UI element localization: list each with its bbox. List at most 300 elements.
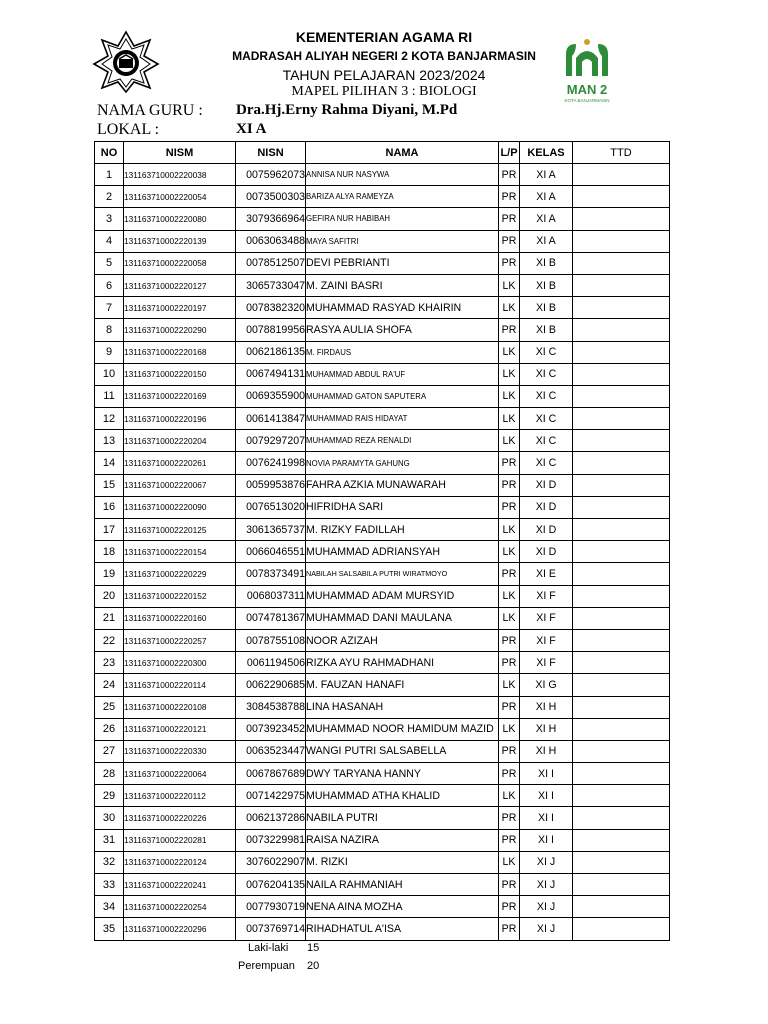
cell-lp: PR [499, 496, 520, 518]
cell-lp: PR [499, 474, 520, 496]
cell-no: 4 [95, 230, 124, 252]
cell-kelas: XI I [520, 829, 573, 851]
cell-kelas: XI D [520, 541, 573, 563]
cell-ttd[interactable] [573, 208, 670, 230]
cell-no: 18 [95, 541, 124, 563]
cell-ttd[interactable] [573, 474, 670, 496]
table-row [95, 363, 670, 385]
cell-lp: PR [499, 252, 520, 274]
cell-ttd[interactable] [573, 918, 670, 940]
cell-nisn: 0073923452 [236, 718, 306, 740]
cell-lp: PR [499, 164, 520, 186]
cell-ttd[interactable] [573, 519, 670, 541]
cell-ttd[interactable] [573, 496, 670, 518]
cell-no: 5 [95, 252, 124, 274]
cell-nama: M. FAUZAN HANAFI [306, 674, 499, 696]
subject-title: MAPEL PILIHAN 3 : BIOLOGI [291, 84, 477, 99]
cell-ttd[interactable] [573, 696, 670, 718]
cell-nism: 131163710002220150 [124, 363, 236, 385]
table-row [95, 607, 670, 629]
ministry-title: KEMENTERIAN AGAMA RI [295, 29, 473, 45]
cell-no: 28 [95, 763, 124, 785]
cell-ttd[interactable] [573, 230, 670, 252]
cell-kelas: XI C [520, 430, 573, 452]
col-header-nisn: NISN [236, 142, 306, 164]
cell-lp: LK [499, 519, 520, 541]
col-header-no: NO [95, 142, 124, 164]
cell-no: 24 [95, 674, 124, 696]
cell-lp: LK [499, 363, 520, 385]
cell-nama: NOVIA PARAMYTA GAHUNG [306, 452, 499, 474]
cell-nism: 131163710002220054 [124, 186, 236, 208]
cell-ttd[interactable] [573, 607, 670, 629]
cell-nism: 131163710002220090 [124, 496, 236, 518]
cell-nisn: 0066046551 [236, 541, 306, 563]
cell-nisn: 0079297207 [236, 430, 306, 452]
cell-ttd[interactable] [573, 585, 670, 607]
cell-no: 13 [95, 430, 124, 452]
table-row [95, 896, 670, 918]
cell-nism: 131163710002220296 [124, 918, 236, 940]
man2-logo-text: MAN 2 [566, 82, 608, 97]
table-row [95, 541, 670, 563]
academic-year: TAHUN PELAJARAN 2023/2024 [282, 67, 486, 83]
cell-nism: 131163710002220152 [124, 585, 236, 607]
col-header-lp: L/P [499, 142, 520, 164]
col-header-kelas: KELAS [520, 142, 573, 164]
cell-ttd[interactable] [573, 274, 670, 296]
cell-nama: MUHAMMAD RASYAD KHAIRIN [306, 297, 499, 319]
female-count-label: Perempuan [238, 960, 295, 972]
col-header-ttd: TTD [573, 142, 670, 164]
cell-ttd[interactable] [573, 252, 670, 274]
cell-no: 6 [95, 274, 124, 296]
cell-nama: RIZKA AYU RAHMADHANI [306, 652, 499, 674]
cell-nisn: 0075962073 [236, 164, 306, 186]
cell-kelas: XI A [520, 208, 573, 230]
cell-nisn: 0073229981 [236, 829, 306, 851]
table-row [95, 208, 670, 230]
cell-nama: MUHAMMAD ADRIANSYAH [306, 541, 499, 563]
cell-nism: 131163710002220139 [124, 230, 236, 252]
cell-kelas: XI D [520, 519, 573, 541]
cell-nism: 131163710002220330 [124, 740, 236, 762]
cell-nisn: 0062137286 [236, 807, 306, 829]
male-count-value: 15 [307, 942, 320, 954]
cell-kelas: XI H [520, 718, 573, 740]
man2-logo-subtext: KOTA BANJARMASIN [564, 98, 610, 103]
cell-nama: NABILAH SALSABILA PUTRI WIRATMOYO [306, 563, 499, 585]
cell-no: 32 [95, 851, 124, 873]
cell-nisn: 0073500303 [236, 186, 306, 208]
table-row [95, 252, 670, 274]
class-label: LOKAL : [97, 121, 160, 138]
cell-kelas: XI A [520, 164, 573, 186]
table-row [95, 918, 670, 940]
table-row [95, 186, 670, 208]
cell-lp: PR [499, 874, 520, 896]
table-row [95, 430, 670, 452]
class-name: XI A [236, 121, 267, 137]
cell-nisn: 0067494131 [236, 363, 306, 385]
cell-lp: LK [499, 408, 520, 430]
cell-no: 12 [95, 408, 124, 430]
table-row [95, 341, 670, 363]
cell-nama: DWY TARYANA HANNY [306, 763, 499, 785]
cell-kelas: XI J [520, 874, 573, 896]
cell-ttd[interactable] [573, 452, 670, 474]
table-row [95, 874, 670, 896]
cell-nism: 131163710002220108 [124, 696, 236, 718]
cell-nisn: 3084538788 [236, 696, 306, 718]
cell-nism: 131163710002220154 [124, 541, 236, 563]
cell-no: 30 [95, 807, 124, 829]
cell-lp: LK [499, 851, 520, 873]
cell-no: 8 [95, 319, 124, 341]
cell-ttd[interactable] [573, 408, 670, 430]
table-row [95, 496, 670, 518]
cell-lp: LK [499, 430, 520, 452]
cell-nama: M. FIRDAUS [306, 341, 499, 363]
cell-nisn: 0076204135 [236, 874, 306, 896]
cell-kelas: XI C [520, 341, 573, 363]
cell-nisn: 3079366964 [236, 208, 306, 230]
cell-nama: M. RIZKY FADILLAH [306, 519, 499, 541]
cell-nama: RIHADHATUL A'ISA [306, 918, 499, 940]
cell-nisn: 0059953876 [236, 474, 306, 496]
cell-no: 15 [95, 474, 124, 496]
col-header-nama: NAMA [306, 142, 499, 164]
cell-kelas: XI B [520, 319, 573, 341]
table-row [95, 385, 670, 407]
table-row [95, 274, 670, 296]
cell-ttd[interactable] [573, 297, 670, 319]
cell-ttd[interactable] [573, 785, 670, 807]
cell-kelas: XI D [520, 474, 573, 496]
cell-nisn: 0061413847 [236, 408, 306, 430]
cell-nism: 131163710002220168 [124, 341, 236, 363]
cell-nism: 131163710002220124 [124, 851, 236, 873]
cell-no: 16 [95, 496, 124, 518]
cell-kelas: XI D [520, 496, 573, 518]
cell-nism: 131163710002220196 [124, 408, 236, 430]
cell-nama: FAHRA AZKIA MUNAWARAH [306, 474, 499, 496]
cell-no: 27 [95, 740, 124, 762]
cell-nama: NAILA RAHMANIAH [306, 874, 499, 896]
cell-nisn: 0078382320 [236, 297, 306, 319]
table-row [95, 452, 670, 474]
table-row [95, 785, 670, 807]
cell-nama: RAISA NAZIRA [306, 829, 499, 851]
cell-kelas: XI A [520, 230, 573, 252]
cell-nism: 131163710002220204 [124, 430, 236, 452]
cell-nisn: 0071422975 [236, 785, 306, 807]
cell-lp: PR [499, 763, 520, 785]
cell-lp: LK [499, 385, 520, 407]
cell-nism: 131163710002220038 [124, 164, 236, 186]
cell-nama: MUHAMMAD ADAM MURSYID [306, 585, 499, 607]
cell-kelas: XI H [520, 740, 573, 762]
cell-nama: BARIZA ALYA RAMEYZA [306, 186, 499, 208]
cell-kelas: XI I [520, 763, 573, 785]
cell-nism: 131163710002220300 [124, 652, 236, 674]
cell-lp: LK [499, 718, 520, 740]
cell-no: 25 [95, 696, 124, 718]
cell-kelas: XI J [520, 896, 573, 918]
teacher-label: NAMA GURU : [97, 102, 203, 119]
table-row [95, 674, 670, 696]
cell-nism: 131163710002220067 [124, 474, 236, 496]
cell-no: 9 [95, 341, 124, 363]
cell-nisn: 0078755108 [236, 629, 306, 651]
cell-no: 20 [95, 585, 124, 607]
cell-nama: MUHAMMAD NOOR HAMIDUM MAZID [306, 718, 499, 740]
cell-ttd[interactable] [573, 629, 670, 651]
table-row [95, 319, 670, 341]
cell-nisn: 0074781367 [236, 607, 306, 629]
cell-ttd[interactable] [573, 718, 670, 740]
cell-no: 33 [95, 874, 124, 896]
cell-no: 10 [95, 363, 124, 385]
cell-nisn: 0076513020 [236, 496, 306, 518]
cell-kelas: XI C [520, 408, 573, 430]
cell-nama: M. ZAINI BASRI [306, 274, 499, 296]
cell-kelas: XI A [520, 186, 573, 208]
cell-ttd[interactable] [573, 896, 670, 918]
cell-ttd[interactable] [573, 164, 670, 186]
cell-ttd[interactable] [573, 541, 670, 563]
cell-kelas: XI J [520, 918, 573, 940]
cell-nisn: 0073769714 [236, 918, 306, 940]
cell-kelas: XI C [520, 363, 573, 385]
cell-lp: LK [499, 674, 520, 696]
cell-nism: 131163710002220121 [124, 718, 236, 740]
cell-kelas: XI I [520, 807, 573, 829]
cell-kelas: XI F [520, 629, 573, 651]
cell-no: 7 [95, 297, 124, 319]
cell-nama: GEFIRA NUR HABIBAH [306, 208, 499, 230]
table-row [95, 696, 670, 718]
cell-lp: PR [499, 563, 520, 585]
cell-nama: HIFRIDHA SARI [306, 496, 499, 518]
cell-lp: PR [499, 230, 520, 252]
cell-no: 1 [95, 164, 124, 186]
cell-ttd[interactable] [573, 385, 670, 407]
cell-nism: 131163710002220080 [124, 208, 236, 230]
cell-nism: 131163710002220127 [124, 274, 236, 296]
cell-nama: MUHAMMAD GATON SAPUTERA [306, 385, 499, 407]
table-body [95, 164, 670, 941]
table-row [95, 740, 670, 762]
col-header-nism: NISM [124, 142, 236, 164]
cell-lp: LK [499, 785, 520, 807]
cell-nism: 131163710002220197 [124, 297, 236, 319]
cell-no: 19 [95, 563, 124, 585]
cell-ttd[interactable] [573, 674, 670, 696]
cell-ttd[interactable] [573, 341, 670, 363]
cell-lp: PR [499, 629, 520, 651]
cell-nism: 131163710002220169 [124, 385, 236, 407]
cell-nama: WANGI PUTRI SALSABELLA [306, 740, 499, 762]
cell-kelas: XI B [520, 297, 573, 319]
cell-nama: MAYA SAFITRI [306, 230, 499, 252]
cell-lp: LK [499, 585, 520, 607]
cell-nama: NABILA PUTRI [306, 807, 499, 829]
table-row [95, 408, 670, 430]
cell-ttd[interactable] [573, 430, 670, 452]
cell-lp: PR [499, 186, 520, 208]
cell-kelas: XI G [520, 674, 573, 696]
cell-nism: 131163710002220254 [124, 896, 236, 918]
cell-lp: PR [499, 696, 520, 718]
table-row [95, 297, 670, 319]
school-name: MADRASAH ALIYAH NEGERI 2 KOTA BANJARMASIN [232, 49, 536, 63]
cell-nisn: 0068037311 [236, 585, 306, 607]
cell-nisn: 0061194506 [236, 652, 306, 674]
teacher-name: Dra.Hj.Erny Rahma Diyani, M.Pd [236, 102, 458, 118]
table-row [95, 164, 670, 186]
cell-no: 29 [95, 785, 124, 807]
cell-nism: 131163710002220226 [124, 807, 236, 829]
cell-nama: MUHAMMAD ABDUL RA'UF [306, 363, 499, 385]
cell-lp: LK [499, 541, 520, 563]
cell-no: 2 [95, 186, 124, 208]
cell-nisn: 0078373491 [236, 563, 306, 585]
cell-nism: 131163710002220257 [124, 629, 236, 651]
cell-kelas: XI C [520, 385, 573, 407]
cell-nisn: 0063063488 [236, 230, 306, 252]
cell-nism: 131163710002220261 [124, 452, 236, 474]
table-row [95, 563, 670, 585]
cell-no: 31 [95, 829, 124, 851]
cell-nism: 131163710002220290 [124, 319, 236, 341]
cell-kelas: XI I [520, 785, 573, 807]
cell-ttd[interactable] [573, 563, 670, 585]
cell-no: 22 [95, 629, 124, 651]
cell-nisn: 0078819956 [236, 319, 306, 341]
cell-no: 14 [95, 452, 124, 474]
cell-lp: PR [499, 208, 520, 230]
cell-nama: DEVI PEBRIANTI [306, 252, 499, 274]
cell-nama: ANNISA NUR NASYWA [306, 164, 499, 186]
cell-lp: PR [499, 652, 520, 674]
cell-lp: PR [499, 829, 520, 851]
cell-nama: NENA AINA MOZHA [306, 896, 499, 918]
cell-nisn: 3065733047 [236, 274, 306, 296]
cell-nama: RASYA AULIA SHOFA [306, 319, 499, 341]
table-row [95, 230, 670, 252]
cell-nism: 131163710002220229 [124, 563, 236, 585]
cell-ttd[interactable] [573, 807, 670, 829]
cell-ttd[interactable] [573, 740, 670, 762]
cell-ttd[interactable] [573, 186, 670, 208]
cell-nama: MUHAMMAD REZA RENALDI [306, 430, 499, 452]
female-count-value: 20 [307, 960, 320, 972]
cell-no: 11 [95, 385, 124, 407]
cell-ttd[interactable] [573, 763, 670, 785]
cell-nama: MUHAMMAD DANI MAULANA [306, 607, 499, 629]
cell-lp: LK [499, 607, 520, 629]
male-count-label: Laki-laki [248, 942, 289, 954]
cell-lp: LK [499, 297, 520, 319]
cell-lp: LK [499, 274, 520, 296]
cell-ttd[interactable] [573, 829, 670, 851]
cell-nisn: 0062186135 [236, 341, 306, 363]
cell-nisn: 0076241998 [236, 452, 306, 474]
cell-kelas: XI H [520, 696, 573, 718]
cell-nism: 131163710002220125 [124, 519, 236, 541]
cell-nism: 131163710002220112 [124, 785, 236, 807]
cell-nisn: 0063523447 [236, 740, 306, 762]
table-row [95, 519, 670, 541]
cell-nisn: 3076022907 [236, 851, 306, 873]
cell-nism: 131163710002220114 [124, 674, 236, 696]
cell-lp: LK [499, 341, 520, 363]
cell-nisn: 0077930719 [236, 896, 306, 918]
cell-nisn: 0067867689 [236, 763, 306, 785]
table-row [95, 629, 670, 651]
cell-lp: PR [499, 452, 520, 474]
cell-nama: NOOR AZIZAH [306, 629, 499, 651]
cell-ttd[interactable] [573, 652, 670, 674]
cell-no: 21 [95, 607, 124, 629]
table-row [95, 763, 670, 785]
cell-kelas: XI C [520, 452, 573, 474]
cell-ttd[interactable] [573, 319, 670, 341]
cell-lp: PR [499, 319, 520, 341]
cell-nism: 131163710002220058 [124, 252, 236, 274]
cell-nama: M. RIZKI [306, 851, 499, 873]
student-table [94, 141, 670, 941]
cell-lp: PR [499, 740, 520, 762]
cell-nama: MUHAMMAD RAIS HIDAYAT [306, 408, 499, 430]
cell-nisn: 0078512507 [236, 252, 306, 274]
table-row [95, 474, 670, 496]
cell-nism: 131163710002220160 [124, 607, 236, 629]
cell-no: 3 [95, 208, 124, 230]
table-row [95, 851, 670, 873]
cell-no: 34 [95, 896, 124, 918]
cell-nism: 131163710002220281 [124, 829, 236, 851]
cell-lp: PR [499, 896, 520, 918]
cell-no: 23 [95, 652, 124, 674]
table-row [95, 829, 670, 851]
table-row [95, 585, 670, 607]
cell-no: 26 [95, 718, 124, 740]
cell-nama: MUHAMMAD ATHA KHALID [306, 785, 499, 807]
cell-kelas: XI F [520, 652, 573, 674]
cell-ttd[interactable] [573, 363, 670, 385]
cell-nama: LINA HASANAH [306, 696, 499, 718]
cell-kelas: XI B [520, 274, 573, 296]
cell-nisn: 0062290685 [236, 674, 306, 696]
cell-ttd[interactable] [573, 851, 670, 873]
cell-kelas: XI J [520, 851, 573, 873]
cell-kelas: XI B [520, 252, 573, 274]
table-header-row [95, 142, 670, 164]
cell-kelas: XI F [520, 607, 573, 629]
table-row [95, 652, 670, 674]
cell-nisn: 0069355900 [236, 385, 306, 407]
cell-lp: PR [499, 807, 520, 829]
table-row [95, 807, 670, 829]
cell-ttd[interactable] [573, 874, 670, 896]
cell-lp: PR [499, 918, 520, 940]
cell-no: 17 [95, 519, 124, 541]
cell-kelas: XI E [520, 563, 573, 585]
cell-nisn: 3061365737 [236, 519, 306, 541]
cell-kelas: XI F [520, 585, 573, 607]
